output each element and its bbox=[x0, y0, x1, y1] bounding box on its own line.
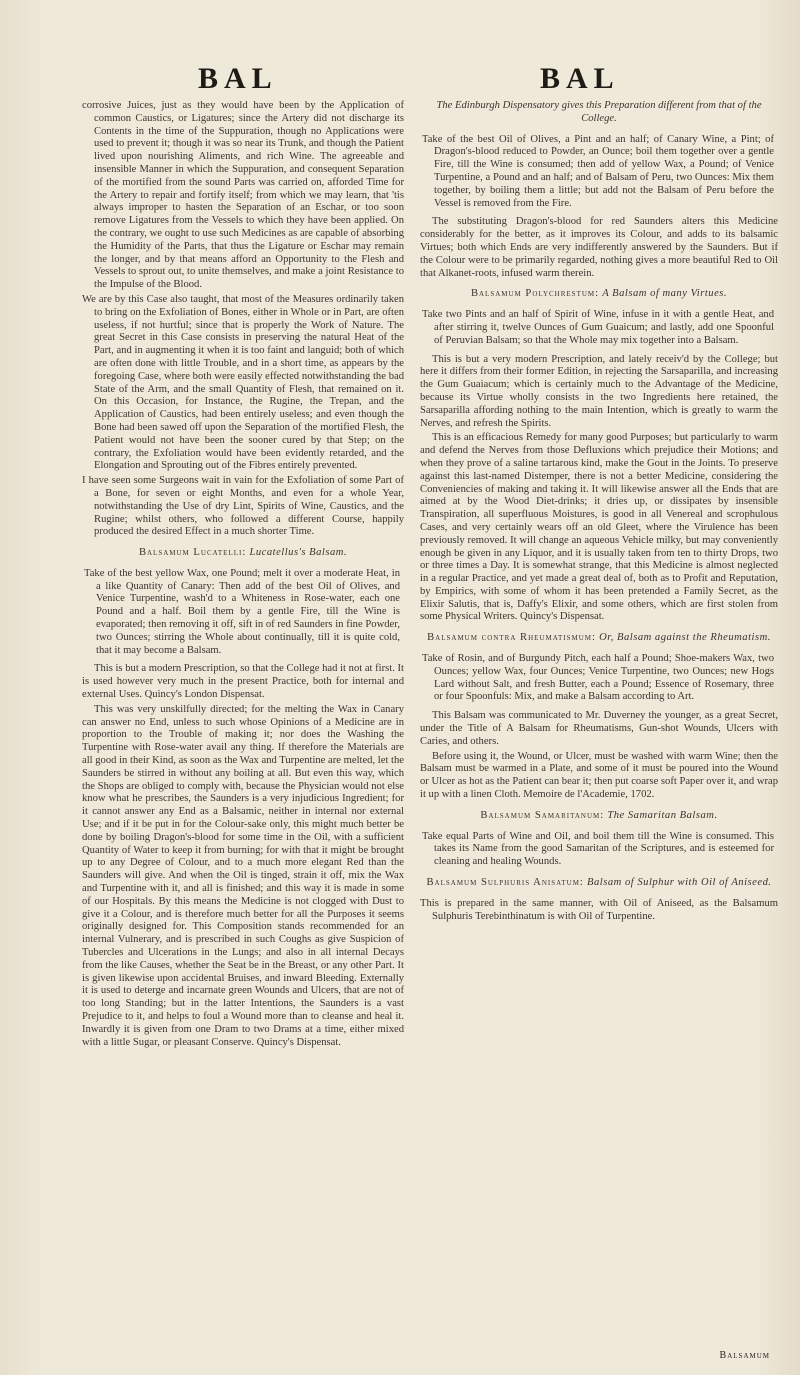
heading-english: Balsam of Sulphur with Oil of Aniseed. bbox=[587, 877, 772, 889]
recipe: Take of the best Oil of Olives, a Pint and an half; of Canary Wine, a Pint; of Dragon's-blood reduced to Powder, an Ounce; boil them together over a gentle Fire, till the Wine is consumed; then add of yellow Wax, a Pound; of Venice Turpentine, a Pound and an half; and of Balsam of Peru, two Ounces: Mix them together, by boiling them a little; but add not the Balsam of Peru before the Vessel is removed from the Fire. bbox=[422, 133, 774, 209]
recipe: Take of the best yellow Wax, one Pound; melt it over a moderate Heat, in a like Quantity of Canary: Then add of the best Oil of Olives, and Venice Turpentine, wash'd to a Whiteness in Rose-water, each one Pound and a half. Boil them by a gentle Fire, till the Wine is evaporated; then removing it off, sift in of red Saunders in fine Powder, two Ounces; stirring the Whole about continually, till it is quite cold, that it may become a Balsam. bbox=[84, 567, 400, 656]
paragraph: I have seen some Surgeons wait in vain for the Exfoliation of some Part of a Bone, for seven or eight Months, and even for a whole Year, notwithstanding the Use of dry Lint, Spirits of Wine, Caustics, and the Rugine; whilst others, who followed a different Course, happily produced the desired Effect in a much shorter Time. bbox=[82, 475, 404, 538]
recipe: Take two Pints and an half of Spirit of Wine, infuse in it with a gentle Heat, and after stirring it, twelve Ounces of Gum Guaicum; and lastly, add one Spoonful of Peruvian Balsam; so that the Whole may mix together into a Balsam. bbox=[422, 309, 774, 346]
section-heading-samaritanum bbox=[420, 810, 778, 823]
paragraph: We are by this Case also taught, that most of the Measures ordinarily taken to bring on the Exfoliation of Bones, either in Whole or in Part, are often useless, if not hurtful; since that is properly the Work of Nature. The great Secret in this Case consists in preserving the natural Heat of the Part, and in augmenting it when it is too faint and languid; both of which are often done with little Trouble, and in a short time, as appears by the foregoing Case, where both were easily effected notwithstanding the bad State of the Arm, and the small Quantity of Flesh, that remained on it. On this Occasion, for Instance, the Rugine, the Trepan, and the Application of Caustics, had been entirely useless; and even though the Bone had been sawed off upon the Separation of the mortified Flesh, the Patient would not have been the sooner cured by that Step; on the contrary, the Exfoliation would have been evidently retarded, and the Elongation and Sprouting out of the Fibres entirely prevented. bbox=[82, 293, 404, 472]
paragraph: Before using it, the Wound, or Ulcer, must be washed with warm Wine; then the Balsam must be warmed in a Plate, and some of it must be poured into the Wound or Ulcer as hot as the Patient can bear it; then put coarse soft Paper over it, and wrap it up with a linen Cloth. Memoire de l'Academie, 1702. bbox=[420, 750, 779, 801]
heading-english: Or, Balsam against the Rheumatism. bbox=[599, 632, 771, 644]
heading-latin: Balsamum Sulphuris Anisatum: bbox=[426, 877, 584, 889]
paragraph: This is but a modern Prescription, so that the College had it not at first. It is used however very much in the present Practice, both for internal and external Uses. Quincy's London Dispensat. bbox=[82, 663, 404, 701]
paragraph: corrosive Juices, just as they would have been by the Application of common Caustics, or Ligatures; since the Artery did not discharge its Contents in the time of the Suppuration, though no Applications were used to prevent it; though it was so near its Trunk, and though the Patient lived upon nourishing Aliments, and rich Wine. The agreeable and insensible Manner in which the Suppuration, and consequent Separation of the mortified from the sound Parts was carried on, afforded Time for the Artery to repair and fortify itself; from which we may learn, that 'tis always improper to hasten the Separation of an Eschar, or too soon remove Ligatures from the Vessels to which they have been applied. On the contrary, we ought to use such Medicines as are capable of absorbing the Humidity of the Parts, that thus the Ligature or Eschar may remain the longer, and by that means afford an Opportunity to the Flesh and Vessels to sprout out, to unite themselves, and make a joint Resistance to the Impulse of the Blood. bbox=[82, 100, 404, 291]
section-heading-polychrestum bbox=[420, 288, 778, 301]
catchword: Balsamum bbox=[719, 1350, 770, 1361]
section-heading-sulphuris bbox=[420, 877, 778, 890]
paragraph: This was very unskilfully directed; for the melting the Wax in Canary can answer no End, unless to such whose Opinions of a Medicine are in proportion to the Trouble of making it; nor does the Washing the Turpentine with Rose-water avail any thing. If therefore the Materials are all good in their Kind, as soon as the Wax and Turpentine are melted, let the Saunders be stirred in without any boiling at all. But even this way, which the Shops are obliged to comply with, because the Physician would not else know what he prescribes, the Saunders is a very injudicious Ingredient; for it cannot answer any End as a Balsamic, neither in internal nor external Use; and if it be put in for the Colour-sake only, this might much better be done by boiling Dragon's-blood for some time in the Oil, with a sufficient Quantity of Water to keep it from burning; for with that it might be brought up to any Degree of Colour, and to a much more elegant Red than the Saunders will give. And when the Oil is tinged, strain it off, mix the Wax and Turpentine with it, and all is finished; and this way it is made in some of our Hospitals. By this means the Medicine is not clogged with Dust to give it a Colour, and is therefore much better for all the Purposes it seems originally designed for. This Composition stands recommended for an internal Vulnerary, and is prescribed in such Coughs as give Suspicion of Tubercles and Ulcerations in the Lungs; and also in all internal Decays from the like Causes, whether the Seat be in the Breast, or any other Part. It is given likewise upon accidental Bruises, and inward Bleeding. Externally it is used to deterge and incarnate green Wounds and Ulcers, that are not of too long Standing; but in the latter Intentions, the Saunders is a vast Prejudice to it, and helps to foul a Wound more than to cleanse and heal it. Inwardly it is given from one Dram to two Drams at a time, either mixed with a little Sugar, or pleasant Conserve. Quincy's Dispensat. bbox=[82, 703, 404, 1048]
heading-latin: Balsamum Polychrestum: bbox=[470, 288, 600, 300]
heading-latin: Balsamum Lucatelli: bbox=[138, 547, 247, 559]
recipe: Take equal Parts of Wine and Oil, and boil them till the Wine is consumed. This takes its Name from the good Samaritan of the Scriptures, and is esteemed for cleaning and healing Wounds. bbox=[422, 830, 774, 868]
heading-latin: Balsamum Samaritanum: bbox=[480, 809, 605, 821]
section-heading-lucatelli bbox=[82, 547, 404, 560]
paragraph: This Balsam was communicated to Mr. Duverney the younger, as a great Secret, under the Title of A Balsam for Rheumatisms, Gun-shot Wounds, Ulcers with Caries, and others. bbox=[420, 710, 778, 747]
edinburgh-intro: The Edinburgh Dispensatory gives this Preparation different from that of the College. bbox=[436, 100, 762, 124]
recipe: Take of Rosin, and of Burgundy Pitch, each half a Pound; Shoe-makers Wax, two Ounces; yellow Wax, four Ounces; Venice Turpentine, two Ounces; new Hogs Lard without Salt, and fresh Butter, each a Pound; Essence of Rosemary, three or four Spoonfuls: Mix, and make a Balsam according to Art. bbox=[422, 653, 774, 703]
running-head-left: BAL bbox=[198, 62, 278, 95]
right-column bbox=[420, 100, 778, 925]
left-column bbox=[82, 100, 404, 1051]
paragraph: This is but a very modern Prescription, and lately receiv'd by the College; but here it differs from their former Edition, in rejecting the Sarsaparilla, and increasing the Gum Guaiacum; which is certainly much to the Advantage of the Medicine, because its Virtue wholly consists in the two Ingredients here retained, the Sarsaparilla affording nothing to the main Intention, which is greatly to warm the Nerves, and refresh the Spirits. bbox=[420, 353, 778, 429]
paragraph: This is an efficacious Remedy for many good Purposes; but particularly to warm and defend the Nerves from those Defluxions which prejudice their Motions; and when they prove of a saline tartarous kind, make the Gout in the Joints. To preserve against this last-named Distemper, there is not a better Medicine, considering the Conveniencies of making and taking it. It will likewise answer all the Ends that are aimed at by the Wood Diet-drinks; it dries up, or dissipates by insensible Transpiration, all superfluous Moistures, is good in all Venereal and scrophulous Cases, and very certainly wears off an old Gleet, where the Virulence has been previously removed. It will change an aqueous Vehicle milky, but may conveniently enough be given in any Liquor, and it is usually taken from ten to thirty Drops, two or three times a Day. It is somewhat strange, that this Medicine is almost neglected in a regular Practice, and yet made a great deal of, both as to Profit and Reputation, by Empirics, with some of whom it has been pretended a Family Secret, as the Elixir Salutis, that is, Daffy's Elixir, and some others, which are first stolen from some Physical Writers. Quincy's Dispensat. bbox=[420, 432, 778, 623]
paragraph: This is prepared in the same manner, with Oil of Aniseed, as the Balsamum Sulphuris Terebinthinatum is with Oil of Turpentine. bbox=[420, 897, 778, 922]
paragraph: The substituting Dragon's-blood for red Saunders alters this Medicine considerably for the better, as it improves its Colour, and adds to its balsamic Virtues; both which Ends are very indifferently answered by the Saunders. But if the Colour were to be primarily regarded, nothing gives a more beautiful Red to Oil that Alkanet-roots, infused warm therein. bbox=[420, 216, 778, 279]
running-head-right: BAL bbox=[540, 62, 620, 95]
heading-english: A Balsam of many Virtues. bbox=[602, 288, 728, 300]
heading-english: Lucatellus's Balsam. bbox=[249, 547, 348, 559]
heading-english: The Samaritan Balsam. bbox=[607, 809, 718, 821]
heading-latin: Balsamum contra Rheumatismum: bbox=[427, 632, 596, 644]
section-heading-rheumatismum bbox=[420, 632, 778, 645]
